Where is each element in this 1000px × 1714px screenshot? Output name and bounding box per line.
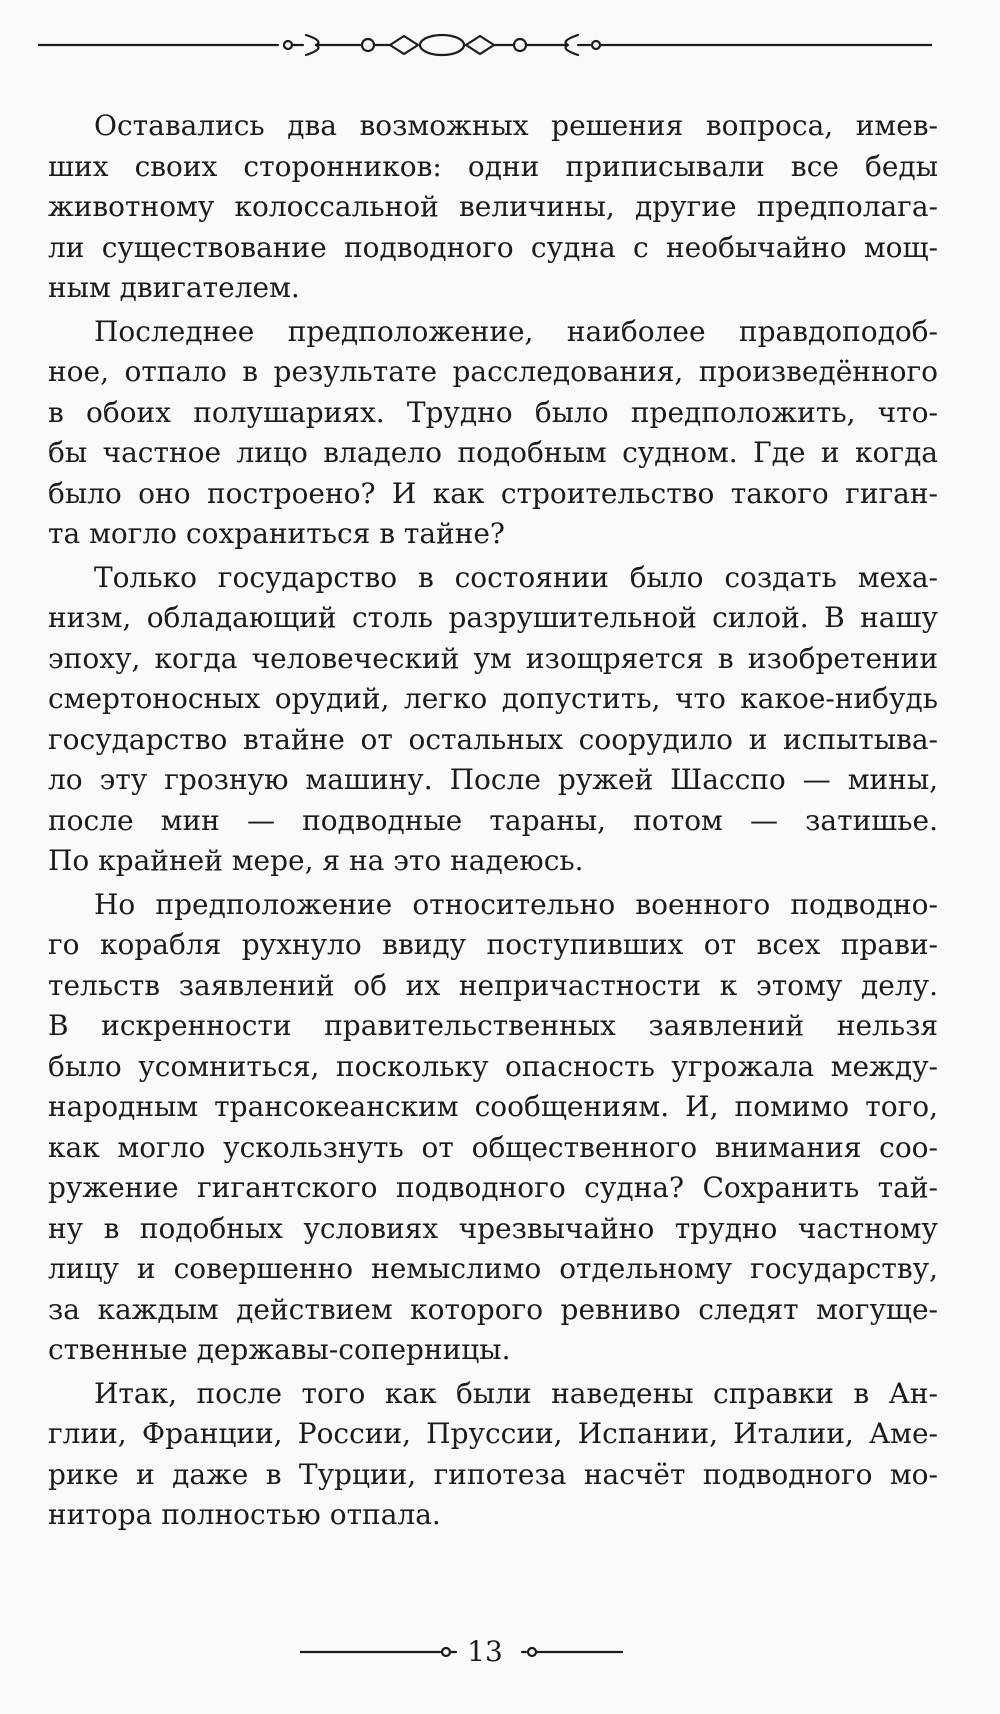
text-line: эпоху, когда человеческий ум изощряется в изобретении [48,641,938,675]
text-line: народным трансокеанским сообщениям. И, помимо того, [48,1090,938,1123]
text-line: ственные державы-соперницы. [48,1333,511,1366]
text-line: рике и даже в Турции, гипотеза насчёт подводного мо- [48,1457,938,1491]
text-line: Но предположение относительно военного подводно- [94,887,938,921]
text-line: В искренности правительственных заявлений нельзя [48,1009,938,1042]
text-line: Последнее предположение, наиболее правдоподоб- [94,314,938,348]
text-line: ло эту грозную машину. После ружей Шасспо — мины, [48,763,938,796]
text-line: как могло ускользнуть от общественного внимания соо- [48,1130,938,1164]
text-line: ли существование подводного судна с необычайно мощ- [48,230,938,264]
text-line: Оставались два возможных решения вопроса, имев- [94,109,938,142]
paragraph [48,1374,938,1536]
text-line: нитора полностью отпала. [48,1498,441,1531]
text-line: в обоих полушариях. Трудно было предположить, что- [48,395,938,429]
text-line: низм, обладающий столь разрушительной силой. В нашу [48,601,938,634]
page-number: 13 [467,1635,503,1668]
text-line: та могло сохраниться в тайне? [48,517,505,550]
text-line: го корабля рухнуло ввиду поступивших от всех прави- [48,928,938,961]
text-line: бы частное лицо владело подобным судном. Где и когда [48,436,938,469]
text-line: лицу и совершенно немыслимо отдельному государству, [48,1252,938,1285]
paragraph [48,558,938,882]
text-line: животному колоссальной величины, другие предполага- [48,190,938,223]
text-line: глии, Франции, России, Пруссии, Испании, Италии, Аме- [48,1417,938,1450]
text-line: Итак, после того как были наведены справки в Ан- [94,1376,938,1410]
page-footer [0,1632,1000,1672]
paragraph [48,885,938,1371]
text-line: ное, отпало в результате расследования, произведённого [48,355,938,388]
text-line: государство втайне от остальных соорудило и испытыва- [48,722,938,756]
text-line: смертоносных орудий, легко допустить, что какое-нибудь [48,682,938,715]
text-line: за каждым действием которого ревниво следят могуще- [48,1292,938,1326]
text-line: ших своих сторонников: одни приписывали все беды [48,149,938,183]
text-line: ну в подобных условиях чрезвычайно трудно частному [48,1211,938,1245]
text-line: было оно построено? И как строительство такого гиган- [48,476,938,510]
text-line: ружение гигантского подводного судна? Сохранить тай- [48,1171,938,1204]
top-ornament-divider [38,28,932,62]
body-text [48,106,938,1539]
text-line: было усомниться, поскольку опасность угрожала между- [48,1049,938,1083]
paragraph [48,312,938,555]
text-line: тельств заявлений об их непричастности к этому делу. [48,968,938,1002]
text-line: По крайней мере, я на это надеюсь. [48,844,584,877]
text-line: Только государство в состоянии было создать меха- [94,560,938,594]
text-line: ным двигателем. [48,271,300,304]
text-line: после мин — подводные тараны, потом — затишье. [48,803,938,837]
paragraph [48,106,938,309]
